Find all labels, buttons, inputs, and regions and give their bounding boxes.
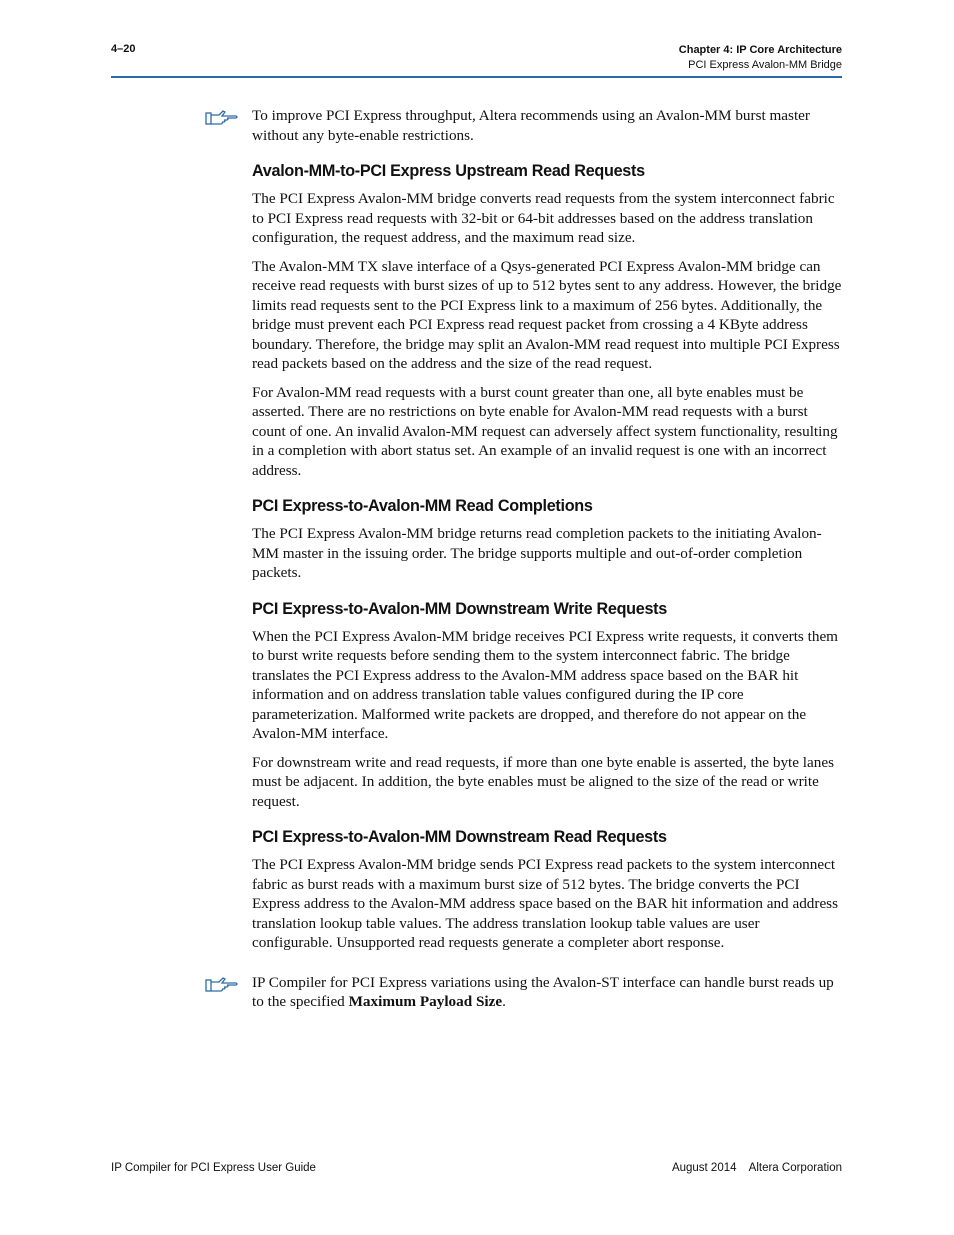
section-heading: PCI Express-to-Avalon-MM Read Completions: [252, 497, 593, 515]
note-text: To improve PCI Express throughput, Altera recommends using an Avalon-MM burst master without any byte-enable restrictions.: [252, 107, 810, 144]
footer-date-company: August 2014 Altera Corporation: [671, 1162, 842, 1174]
paragraph: The PCI Express Avalon-MM bridge converts read requests from the system interconnect fabric to PCI Express read requests with 32-bit or 64-bit addresses based on the address translation configuration, the request address, and the maximum read size.: [252, 190, 835, 246]
paragraph: When the PCI Express Avalon-MM bridge receives PCI Express write requests, it converts them to burst write requests before sending them to the system interconnect fabric. The bridge translates the PCI Express address to the Avalon-MM address space based on the BAR hit information and on address translation table values configured during the IP core parameterization. Malformed write packets are dropped, and therefore do not appear on the Avalon-MM interface.: [252, 627, 838, 742]
emphasis-term: Maximum Payload Size: [348, 993, 503, 1010]
page-number: 4–20: [111, 43, 136, 55]
note-text: [252, 973, 842, 1012]
section-heading: PCI Express-to-Avalon-MM Downstream Write Requests: [252, 599, 667, 618]
section-heading: PCI Express-to-Avalon-MM Downstream Read Requests: [252, 828, 667, 846]
page-body: [252, 106, 842, 1021]
paragraph: The PCI Express Avalon-MM bridge sends PCI Express read packets to the system interconnect fabric as burst reads with a maximum burst size of 512 bytes. The bridge converts the PCI Express address to the Avalon-MM address space based on the BAR hit information and address translation lookup table values. The address translation lookup table values are user configurable. Unsupported read requests generate a completer abort response.: [252, 856, 839, 951]
paragraph: The Avalon-MM TX slave interface of a Qsys-generated PCI Express Avalon-MM bridge can receive read requests with burst sizes of up to 512 bytes sent to any address. However, the bridge limits read requests sent to the PCI Express link to a maximum of 256 bytes. Additionally, the bridge must prevent each PCI Express read request packet from crossing a 4 KByte address boundary. Therefore, the bridge may split an Avalon-MM read request into multiple PCI Express read packets based on the address and the size of the read request.: [252, 257, 842, 372]
paragraph: For Avalon-MM read requests with a burst count greater than one, all byte enables must be asserted. There are no restrictions on byte enable for Avalon-MM read requests with a burst count of one. An invalid Avalon-MM request can adversely affect system functionality, resulting in a completion with abort status set. An example of an invalid request is one with an incorrect address.: [252, 383, 838, 479]
note-2: [252, 973, 842, 1012]
section-title: PCI Express Avalon-MM Bridge: [688, 59, 842, 71]
running-header: [679, 43, 842, 73]
note-text-end: .: [502, 993, 506, 1010]
pointing-hand-icon: [205, 109, 239, 125]
section-heading: Avalon-MM-to-PCI Express Upstream Read Requests: [252, 162, 645, 180]
note-1: [252, 106, 842, 145]
note-text-body: IP Compiler for PCI Express variations using the Avalon-ST interface can handle burst reads up to the specified: [252, 973, 834, 1010]
footer-document-title: IP Compiler for PCI Express User Guide: [111, 1162, 316, 1174]
paragraph: The PCI Express Avalon-MM bridge returns read completion packets to the initiating Avalon-MM master in the issuing order. The bridge supports multiple and out-of-order completion packets.: [252, 525, 822, 581]
paragraph: For downstream write and read requests, if more than one byte enable is asserted, the byte lanes must be adjacent. In addition, the byte enables must be aligned to the size of the read or write request.: [252, 753, 834, 810]
header-rule: [111, 76, 842, 78]
page-header: [111, 42, 842, 78]
chapter-title: Chapter 4: IP Core Architecture: [678, 44, 842, 56]
pointing-hand-icon: [205, 976, 239, 992]
